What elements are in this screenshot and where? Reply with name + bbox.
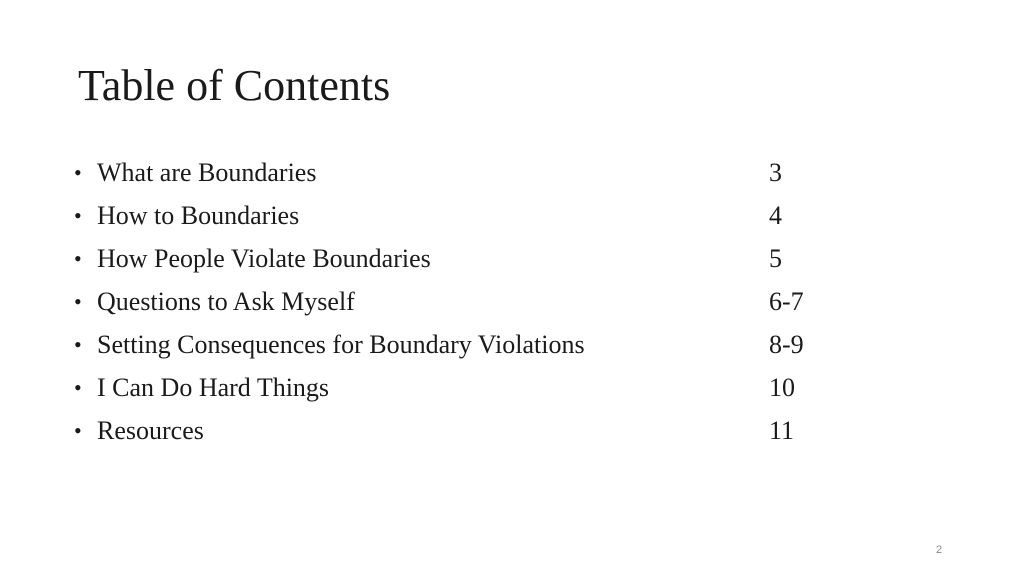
toc-item-page: 11	[769, 416, 795, 445]
list-item	[74, 409, 874, 452]
slide-number: 2	[936, 544, 943, 556]
toc-item-page: 5	[769, 244, 782, 273]
list-item	[74, 280, 874, 323]
toc-item-label: I Can Do Hard Things	[97, 373, 330, 402]
page-title: Table of Contents	[78, 61, 391, 110]
toc-item-page: 4	[769, 201, 782, 230]
bullet-icon: •	[74, 160, 82, 185]
bullet-icon: •	[74, 289, 82, 314]
toc-item-page: 8-9	[769, 330, 804, 359]
toc-item-label: How to Boundaries	[97, 201, 300, 230]
list-item	[74, 237, 874, 280]
toc-item-page: 10	[769, 373, 795, 402]
list-item	[74, 366, 874, 409]
list-item	[74, 323, 874, 366]
toc-item-page: 3	[769, 158, 782, 187]
toc-item-page: 6-7	[769, 287, 804, 316]
toc-item-label: How People Violate Boundaries	[97, 244, 431, 273]
toc-item-label: Questions to Ask Myself	[97, 287, 355, 316]
bullet-icon: •	[74, 332, 82, 357]
list-item	[74, 194, 874, 237]
table-of-contents-list	[74, 151, 874, 452]
bullet-icon: •	[74, 246, 82, 271]
bullet-icon: •	[74, 203, 82, 228]
toc-item-label: Resources	[97, 416, 204, 445]
toc-item-label: Setting Consequences for Boundary Violations	[97, 330, 585, 359]
list-item	[74, 151, 874, 194]
toc-item-label: What are Boundaries	[97, 158, 317, 187]
bullet-icon: •	[74, 375, 82, 400]
bullet-icon: •	[74, 418, 82, 443]
